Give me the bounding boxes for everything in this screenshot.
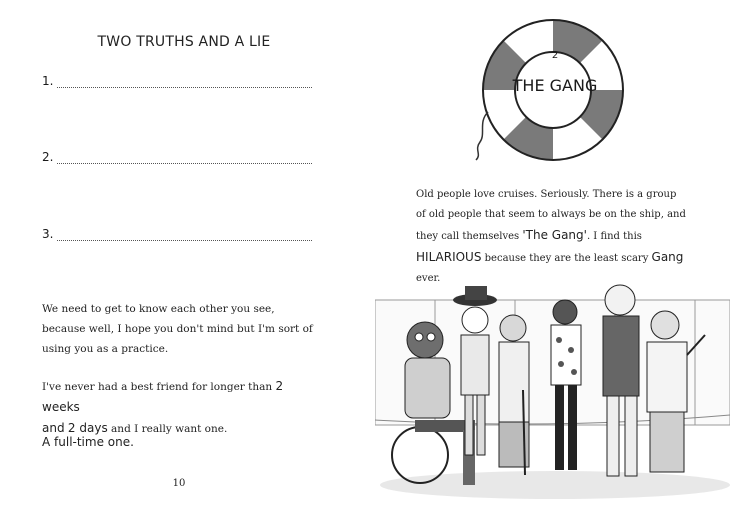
text-span: because they are the least scary — [484, 253, 649, 264]
emphasis-days: 2 days — [67, 421, 108, 435]
right-page — [368, 0, 737, 519]
emphasis-hilarious: HILARIOUS — [416, 250, 482, 264]
emphasis-weeks: 2 weeks — [42, 379, 284, 414]
text-span: ever. — [416, 273, 441, 284]
emphasis-the-gang: 'The Gang' — [522, 228, 587, 242]
dotted-line — [57, 78, 312, 88]
chapter-paragraph — [416, 185, 686, 289]
text-span: I've never had a best friend for longer than — [42, 381, 273, 393]
paragraph-full-time: A full-time one. — [42, 435, 134, 449]
paragraph-best-friend — [42, 376, 317, 439]
line-number: 3. — [42, 227, 54, 241]
line-number: 2. — [42, 150, 54, 164]
answer-line-2 — [42, 150, 312, 164]
dotted-line — [57, 231, 312, 241]
page-heading: TWO TRUTHS AND A LIE — [97, 34, 271, 50]
page-number: 10 — [172, 478, 186, 489]
dotted-line — [57, 154, 312, 164]
chapter-number: 2 — [551, 50, 559, 61]
emphasis-gang: Gang — [651, 250, 684, 264]
gang-illustration — [375, 280, 730, 505]
text-span: . I find this — [586, 231, 642, 242]
chapter-title: THE GANG — [512, 76, 598, 95]
text-span: and I really want one. — [111, 423, 228, 435]
text-span: Old people love cruises. Seriously. There is a group of old people that seem to always be on the ship, and they call themselves — [416, 189, 686, 242]
left-page — [0, 0, 368, 519]
answer-line-1 — [42, 74, 312, 88]
line-number: 1. — [42, 74, 54, 88]
paragraph-intro: We need to get to know each other you see, because well, I hope you don't mind but I'm sort of using you as a practice. — [42, 303, 313, 355]
text-span: and — [42, 421, 65, 435]
answer-line-3 — [42, 227, 312, 241]
